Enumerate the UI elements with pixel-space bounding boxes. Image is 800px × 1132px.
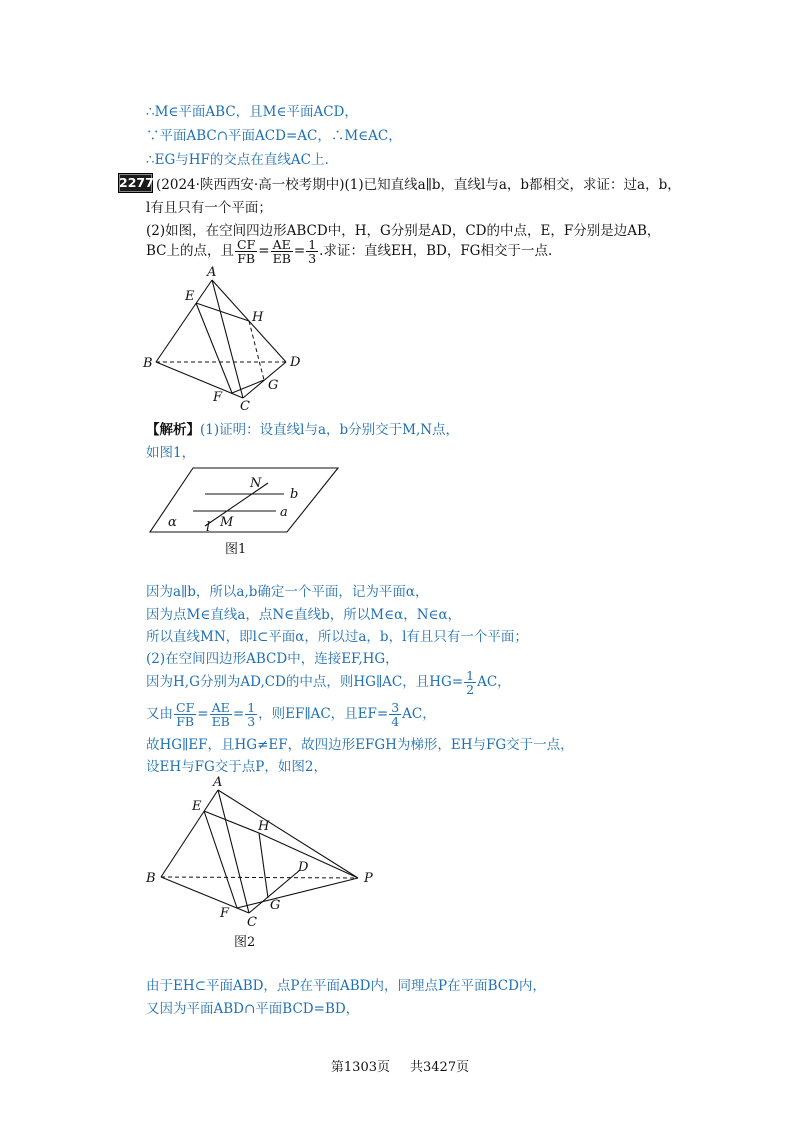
page-number: 第1303页	[330, 1060, 390, 1075]
fraction-one-third: $\frac{1}{3}$	[308, 237, 317, 266]
solution-line-2: 如图1，	[146, 445, 196, 461]
solution-line-9: 故HG∥EF，且HG≠EF，故四边形EFGH为梯形，EH与FG交于一点，	[146, 737, 574, 753]
label-l: l	[206, 520, 211, 535]
solution-line-3: 因为a∥b，所以a,b确定一个平面，记为平面α，	[146, 584, 429, 600]
label-A: A	[207, 265, 217, 280]
label-a: a	[280, 505, 288, 520]
tetrahedron-figure-2	[140, 775, 385, 955]
label-P: P	[364, 871, 373, 886]
page-footer	[0, 1056, 800, 1075]
solution-line-1: 【解析】(1)证明：设直线l与a，b分别交于M,N点，	[146, 422, 460, 438]
solution-line-6: (2)在空间四边形ABCD中，连接EF,HG，	[146, 651, 399, 667]
problem-line-2: l有且只有一个平面；	[146, 200, 272, 216]
label-M: M	[220, 515, 234, 530]
solution-line-7: 因为H,G分别为AD,CD的中点，则HG∥AC，且HG= $\frac{1}{2}$ AC，	[146, 668, 511, 697]
problem-line-4: BC上的点，且 $\frac{CF}{FB}$ = $\frac{AE}{EB}$ = $\frac{1}{3}$ .求证：直线EH，BD，FG相交于一点.	[146, 237, 553, 266]
label-alpha: α	[168, 515, 177, 530]
solution-line-4: 因为点M∈直线a，点N∈直线b，所以M∈α，N∈α，	[146, 607, 462, 623]
fraction-cf-fb: $\frac{CF}{FB}$	[237, 237, 256, 266]
label-G: G	[270, 898, 281, 913]
label-G: G	[268, 378, 279, 393]
solution-line-11: 由于EH⊂平面ABD，点P在平面ABD内，同理点P在平面BCD内，	[146, 978, 546, 994]
problem-line-1: (2024·陕西西安·高一校考期中)(1)已知直线a∥b，直线l与a，b都相交，求证：过a，b，	[156, 177, 681, 193]
label-F: F	[213, 390, 223, 405]
solution-line-8: 又由 $\frac{CF}{FB}$ = $\frac{AE}{EB}$ = $\frac{1}{3}$ ，则EF∥AC，且EF= $\frac{3}{4}$ AC，	[146, 700, 436, 729]
proof-line-1: ∴M∈平面ABC，且M∈平面ACD，	[146, 104, 358, 120]
label-C: C	[247, 915, 257, 930]
label-B: B	[146, 871, 156, 886]
label-b: b	[290, 487, 299, 502]
proof-line-2: ∵平面ABC∩平面ACD=AC，∴M∈AC，	[146, 128, 402, 144]
label-D: D	[298, 860, 309, 875]
fraction-ae-eb: $\frac{AE}{EB}$	[272, 237, 291, 266]
problem-number-badge: 2277	[118, 173, 153, 193]
solution-line-5: 所以直线MN，即l⊂平面α，所以过a，b，l有且只有一个平面；	[146, 629, 528, 645]
figure-2-caption: 图2	[234, 935, 256, 950]
figure-1-caption: 图1	[225, 542, 247, 557]
label-A: A	[213, 775, 223, 790]
solution-line-12: 又因为平面ABD∩平面BCD=BD，	[146, 1001, 360, 1017]
label-H: H	[258, 819, 270, 834]
label-E: E	[192, 799, 202, 814]
label-C: C	[240, 399, 250, 412]
plane-figure-1	[145, 462, 345, 562]
label-B: B	[143, 356, 153, 371]
proof-line-3: ∴EG与HF的交点在直线AC上.	[146, 152, 329, 168]
solution-line-10: 设EH与FG交于点P，如图2，	[146, 759, 327, 775]
label-D: D	[290, 355, 301, 370]
solution-heading: 【解析】	[146, 422, 200, 438]
fraction-one-half: $\frac{1}{2}$	[466, 668, 475, 697]
tetrahedron-figure	[140, 262, 310, 412]
label-F: F	[220, 906, 230, 921]
total-pages: 共3427页	[410, 1060, 470, 1075]
label-N: N	[250, 476, 262, 491]
label-E: E	[185, 289, 195, 304]
label-H: H	[252, 310, 264, 325]
problem-line-3: (2)如图，在空间四边形ABCD中，H，G分别是AD，CD的中点，E，F分别是边AB，	[146, 223, 661, 239]
